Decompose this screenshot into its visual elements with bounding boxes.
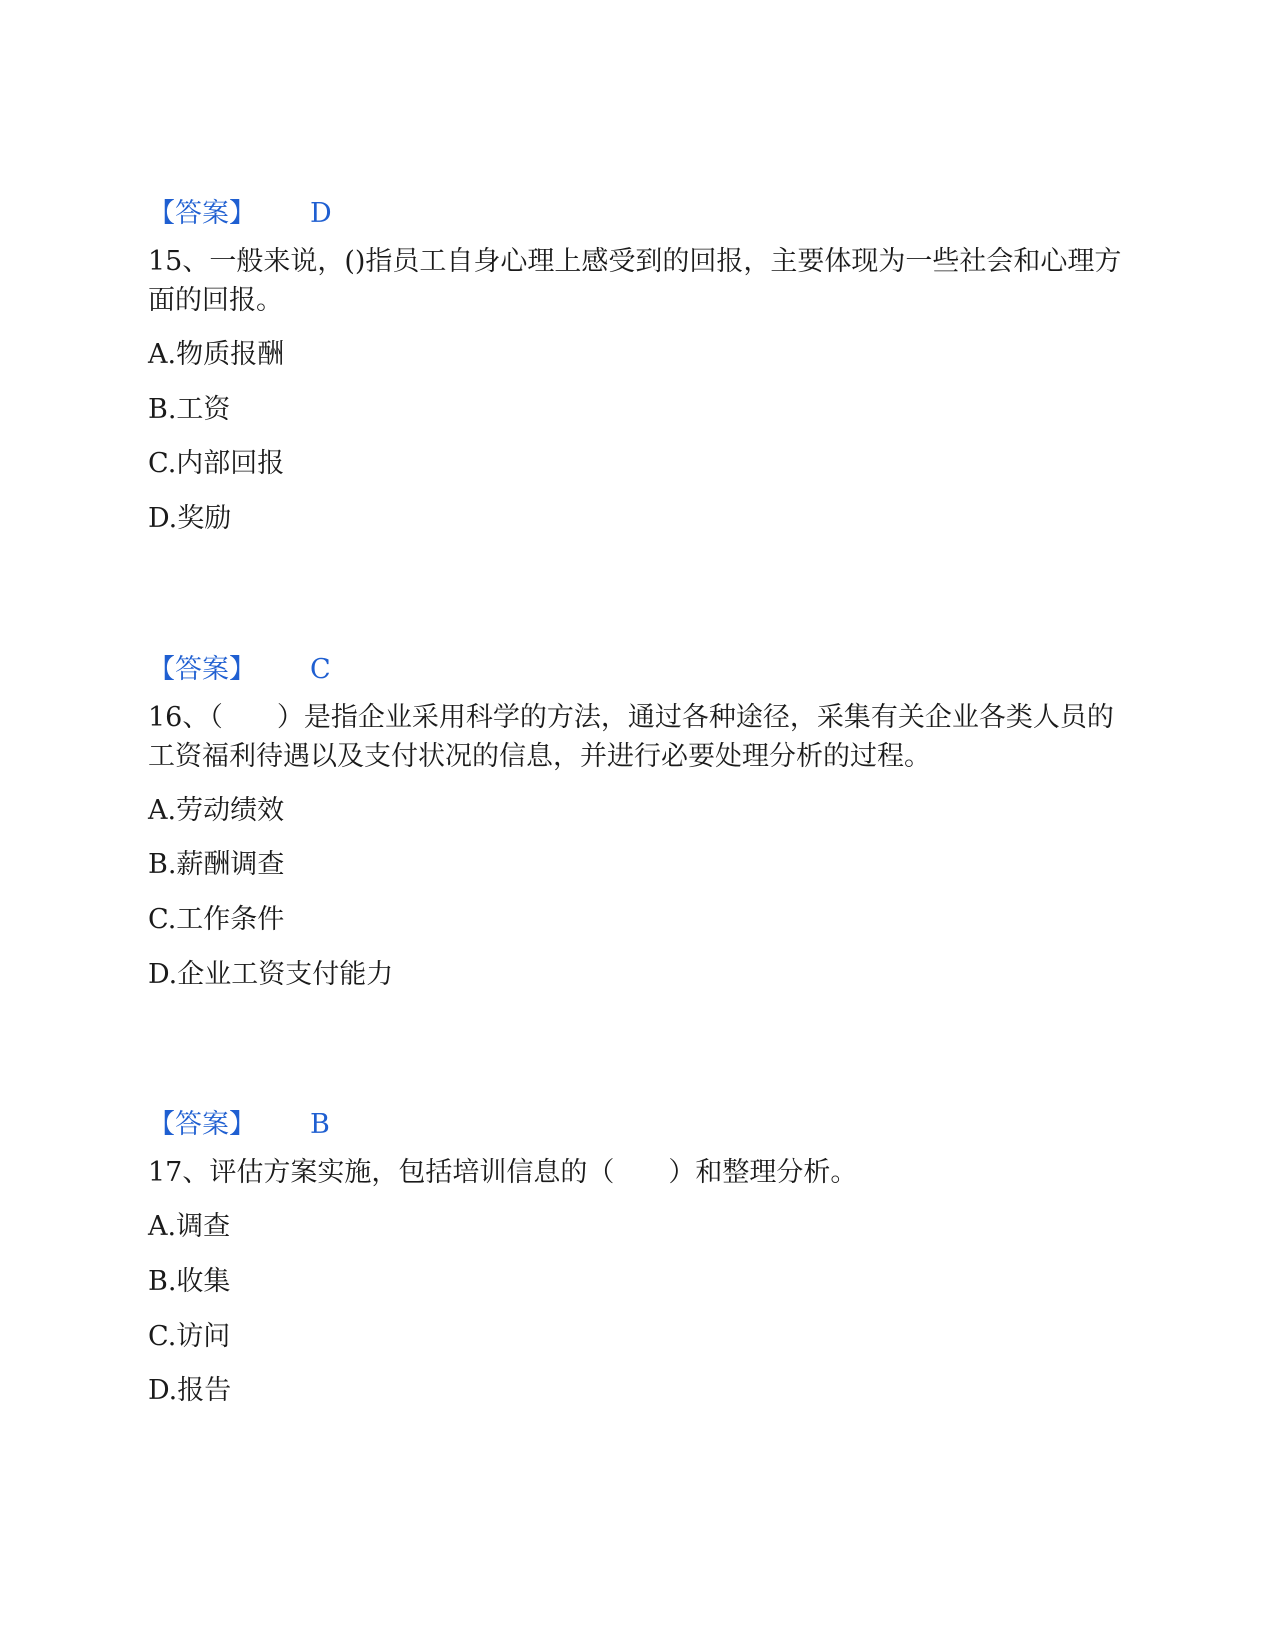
option-c: C.访问 — [148, 1321, 231, 1352]
answer-line-block-1 — [148, 194, 332, 234]
option-a: A.物质报酬 — [148, 339, 285, 370]
option-d: D.奖励 — [148, 503, 232, 534]
option-c: C.工作条件 — [148, 904, 285, 935]
answer-label: 【答案】 — [148, 654, 256, 685]
option-c: C.内部回报 — [148, 448, 285, 479]
option-b: B.工资 — [148, 394, 231, 425]
option-b: B.收集 — [148, 1266, 231, 1297]
option-b: B.薪酬调查 — [148, 849, 285, 880]
answer-value: C — [310, 654, 331, 685]
answer-line-block-2 — [148, 650, 331, 690]
answer-value: B — [310, 1109, 330, 1140]
option-d: D.报告 — [148, 1375, 232, 1406]
option-a: A.劳动绩效 — [148, 795, 285, 826]
question-17: 17、评估方案实施，包括培训信息的（ ）和整理分析。 — [148, 1157, 858, 1188]
question-15: 15、一般来说，()指员工自身心理上感受到的回报，主要体现为一些社会和心理方面的回报。 — [148, 246, 1122, 316]
option-a: A.调查 — [148, 1211, 231, 1242]
question-16: 16、（ ）是指企业采用科学的方法，通过各种途径，采集有关企业各类人员的工资福利待遇以及支付状况的信息，并进行必要处理分析的过程。 — [148, 702, 1114, 772]
answer-label: 【答案】 — [148, 198, 256, 229]
option-d: D.企业工资支付能力 — [148, 959, 394, 990]
answer-value: D — [310, 198, 332, 229]
answer-label: 【答案】 — [148, 1109, 256, 1140]
answer-line-block-3 — [148, 1105, 330, 1145]
